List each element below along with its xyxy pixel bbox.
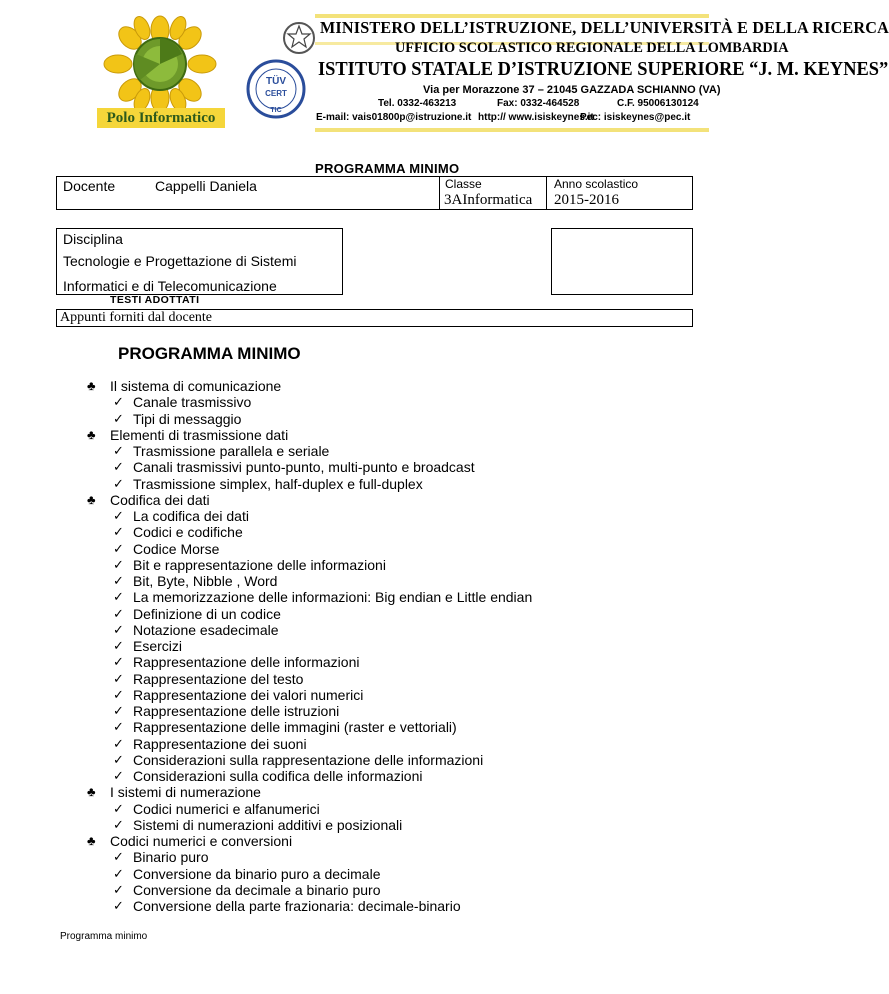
item-text: I sistemi di numerazione (110, 784, 261, 801)
item-text: Sistemi di numerazioni additivi e posizionali (133, 816, 403, 833)
item-text: Elementi di trasmissione dati (110, 426, 289, 443)
class-label: Classe (445, 177, 482, 191)
empty-box (551, 228, 693, 295)
item-text: Tipi di messaggio (133, 410, 242, 427)
textbooks-value: Appunti forniti dal docente (60, 310, 213, 325)
page-footer: Programma minimo (60, 931, 148, 942)
club-bullet-icon: ♣ (87, 378, 96, 393)
checkmark-icon: ✓ (113, 443, 124, 458)
certification-badge-icon (246, 58, 306, 120)
item-text: Bit e rappresentazione delle informazioni (133, 556, 386, 573)
item-text: Rappresentazione dei valori numerici (133, 686, 364, 703)
subject-label: Disciplina (63, 231, 123, 247)
checkmark-icon: ✓ (113, 800, 124, 816)
item-text: Trasmissione parallela e seriale (133, 443, 330, 459)
item-text: Rappresentazione delle istruzioni (133, 703, 340, 719)
textbooks-label: TESTI ADOTTATI (110, 294, 200, 306)
item-text: Canale trasmissivo (133, 394, 252, 411)
item-text: Esercizi (133, 638, 183, 654)
item-text: Rappresentazione delle immagini (raster e vettoriali) (133, 719, 457, 736)
checkmark-icon: ✓ (113, 459, 124, 475)
checkmark-icon: ✓ (113, 768, 124, 783)
item-text: Conversione da binario puro a decimale (133, 865, 381, 882)
item-text: Trasmissione simplex, half-duplex e full-duplex (133, 475, 423, 492)
item-text: Notazione esadecimale (133, 621, 279, 638)
fax: Fax: 0332-464528 (497, 98, 580, 109)
checkmark-icon: ✓ (113, 621, 124, 637)
checkmark-icon: ✓ (113, 573, 124, 588)
club-bullet-icon: ♣ (87, 426, 96, 442)
divider (439, 177, 440, 209)
checkmark-icon: ✓ (113, 508, 124, 523)
checkmark-icon: ✓ (113, 865, 124, 881)
teacher-value: Cappelli Daniela (155, 178, 257, 194)
website-link[interactable]: http:// www.isiskeynes.it (478, 112, 594, 123)
email[interactable]: E-mail: vais01800p@istruzione.it (316, 112, 472, 123)
subject-value-line1: Tecnologie e Progettazione di Sistemi (63, 253, 297, 269)
checkmark-icon: ✓ (113, 898, 124, 913)
checkmark-icon: ✓ (113, 556, 124, 572)
item-text: Rappresentazione del testo (133, 670, 304, 687)
class-value: 3AInformatica (444, 192, 533, 208)
club-bullet-icon: ♣ (87, 491, 96, 507)
checkmark-icon: ✓ (113, 394, 124, 410)
item-text: La codifica dei dati (133, 508, 249, 524)
cert-text: CERT (265, 89, 287, 98)
checkmark-icon: ✓ (113, 670, 124, 686)
item-text: Considerazioni sulla rappresentazione delle informazioni (133, 751, 484, 768)
item-text: Considerazioni sulla codifica delle informazioni (133, 768, 423, 784)
item-text: Binario puro (133, 849, 209, 866)
checkmark-icon: ✓ (113, 849, 124, 865)
cert-sub-text: TIC (270, 107, 282, 114)
institute-name: ISTITUTO STATALE D’ISTRUZIONE SUPERIORE “J. M. KEYNES” (318, 58, 889, 80)
item-text: Codici numerici e conversioni (110, 833, 293, 849)
item-text: Definizione di un codice (133, 605, 281, 622)
address: Via per Morazzone 37 – 21045 GAZZADA SCHIANNO (VA) (423, 84, 721, 96)
item-text: Codici numerici e alfanumerici (133, 800, 320, 817)
fiscal-code: C.F. 95006130124 (617, 98, 699, 109)
checkmark-icon: ✓ (113, 654, 124, 670)
divider (546, 177, 547, 209)
club-bullet-icon: ♣ (87, 784, 96, 800)
item-text: La memorizzazione delle informazioni: Big endian e Little endian (133, 589, 533, 606)
item-text: Il sistema di comunicazione (110, 378, 282, 394)
pec-email[interactable]: Pec: isiskeynes@pec.it (580, 112, 691, 123)
checkmark-icon: ✓ (113, 703, 124, 718)
subject-value-line2: Informatici e di Telecomunicazione (63, 278, 277, 294)
telephone: Tel. 0332-463213 (378, 98, 457, 109)
item-text: Bit, Byte, Nibble , Word (133, 573, 278, 589)
republic-emblem-icon (282, 20, 316, 56)
teacher-label: Docente (63, 178, 116, 194)
checkmark-icon: ✓ (113, 816, 124, 832)
item-text: Rappresentazione dei suoni (133, 735, 307, 752)
checkmark-icon: ✓ (113, 589, 124, 605)
item-text: Conversione della parte frazionaria: decimale-binario (133, 898, 461, 914)
checkmark-icon: ✓ (113, 881, 124, 897)
ministry-name: MINISTERO DELL’ISTRUZIONE, DELL’UNIVERSITÀ E DELLA RICERCA (320, 18, 889, 37)
checkmark-icon: ✓ (113, 475, 124, 491)
checkmark-icon: ✓ (113, 735, 124, 751)
club-bullet-icon: ♣ (87, 833, 96, 848)
checkmark-icon: ✓ (113, 605, 124, 621)
item-text: Conversione da decimale a binario puro (133, 881, 381, 898)
item-text: Codice Morse (133, 540, 220, 557)
item-text: Rappresentazione delle informazioni (133, 654, 360, 671)
checkmark-icon: ✓ (113, 540, 124, 556)
item-text: Codici e codifiche (133, 524, 243, 541)
checkmark-icon: ✓ (113, 638, 124, 653)
item-text: Codifica dei dati (110, 491, 210, 508)
section-title: PROGRAMMA MINIMO (118, 344, 301, 363)
checkmark-icon: ✓ (113, 410, 124, 426)
school-year-value: 2015-2016 (554, 192, 619, 208)
cert-brand-text: TÜV (266, 76, 286, 87)
school-year-label: Anno scolastico (554, 177, 639, 191)
regional-office: UFFICIO SCOLASTICO REGIONALE DELLA LOMBARDIA (395, 40, 789, 56)
item-text: Canali trasmissivi punto-punto, multi-punto e broadcast (133, 459, 475, 476)
checkmark-icon: ✓ (113, 719, 124, 735)
checkmark-icon: ✓ (113, 686, 124, 702)
checkmark-icon: ✓ (113, 751, 124, 767)
page-title: PROGRAMMA MINIMO (315, 161, 460, 176)
checkmark-icon: ✓ (113, 524, 124, 540)
sunflower-logo-icon (96, 18, 224, 110)
logo-text: Polo Informatico (97, 108, 225, 128)
